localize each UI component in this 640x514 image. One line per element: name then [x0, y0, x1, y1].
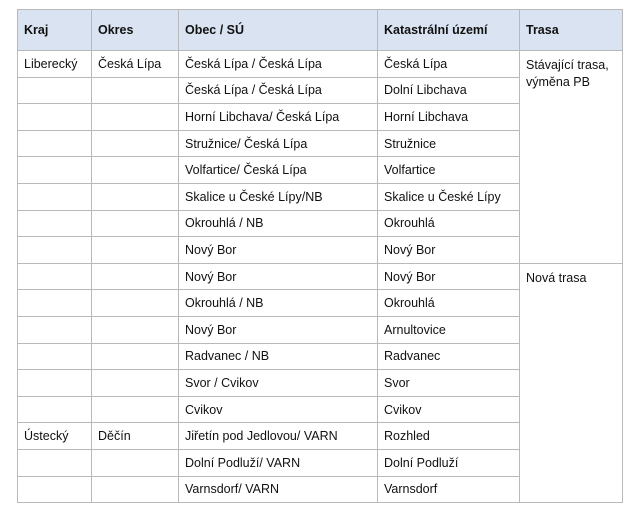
cell-obec: Okrouhlá / NB: [179, 290, 378, 317]
cell-obec: Okrouhlá / NB: [179, 210, 378, 237]
cell-okres: [92, 157, 179, 184]
cell-katastralni-uzemi: Volfartice: [378, 157, 520, 184]
cell-obec: Nový Bor: [179, 263, 378, 290]
cell-okres: Česká Lípa: [92, 51, 179, 78]
cell-okres: [92, 237, 179, 264]
cell-katastralni-uzemi: Stružnice: [378, 130, 520, 157]
cell-okres: [92, 77, 179, 104]
cell-katastralni-uzemi: Česká Lípa: [378, 51, 520, 78]
cell-obec: Volfartice/ Česká Lípa: [179, 157, 378, 184]
cell-obec: Jiřetín pod Jedlovou/ VARN: [179, 423, 378, 450]
cell-kraj: [18, 396, 92, 423]
cell-katastralni-uzemi: Varnsdorf: [378, 476, 520, 503]
cell-katastralni-uzemi: Radvanec: [378, 343, 520, 370]
cell-obec: Dolní Podluží/ VARN: [179, 449, 378, 476]
cell-kraj: [18, 210, 92, 237]
cell-okres: [92, 210, 179, 237]
cell-okres: [92, 290, 179, 317]
cell-okres: Děčín: [92, 423, 179, 450]
cell-kraj: [18, 130, 92, 157]
cell-obec: Stružnice/ Česká Lípa: [179, 130, 378, 157]
cell-okres: [92, 183, 179, 210]
cell-kraj: [18, 157, 92, 184]
cell-katastralni-uzemi: Rozhled: [378, 423, 520, 450]
cell-obec: Česká Lípa / Česká Lípa: [179, 51, 378, 78]
cell-kraj: [18, 290, 92, 317]
cell-obec: Skalice u České Lípy/NB: [179, 183, 378, 210]
header-okres: Okres: [92, 10, 179, 51]
cell-trasa-stavajici: Stávající trasa, výměna PB: [520, 51, 623, 264]
cell-kraj: [18, 263, 92, 290]
cell-obec: Cvikov: [179, 396, 378, 423]
cell-okres: [92, 370, 179, 397]
table-row: [18, 51, 623, 78]
cell-katastralni-uzemi: Arnultovice: [378, 316, 520, 343]
cell-katastralni-uzemi: Okrouhlá: [378, 290, 520, 317]
cell-obec: Horní Libchava/ Česká Lípa: [179, 104, 378, 131]
cell-kraj: Ústecký: [18, 423, 92, 450]
cell-katastralni-uzemi: Dolní Libchava: [378, 77, 520, 104]
cell-okres: [92, 343, 179, 370]
cell-katastralni-uzemi: Horní Libchava: [378, 104, 520, 131]
cell-obec: Nový Bor: [179, 316, 378, 343]
cell-trasa-nova: Nová trasa: [520, 263, 623, 502]
cell-obec: Česká Lípa / Česká Lípa: [179, 77, 378, 104]
cell-katastralni-uzemi: Nový Bor: [378, 263, 520, 290]
cell-kraj: [18, 183, 92, 210]
cell-okres: [92, 449, 179, 476]
cell-kraj: [18, 104, 92, 131]
cell-kraj: [18, 370, 92, 397]
cell-okres: [92, 130, 179, 157]
cell-katastralni-uzemi: Dolní Podluží: [378, 449, 520, 476]
cell-okres: [92, 104, 179, 131]
header-row: [18, 10, 623, 51]
cell-katastralni-uzemi: Cvikov: [378, 396, 520, 423]
cell-kraj: [18, 476, 92, 503]
route-table: [17, 9, 623, 503]
cell-kraj: Liberecký: [18, 51, 92, 78]
cell-katastralni-uzemi: Okrouhlá: [378, 210, 520, 237]
cell-obec: Varnsdorf/ VARN: [179, 476, 378, 503]
cell-okres: [92, 316, 179, 343]
cell-obec: Radvanec / NB: [179, 343, 378, 370]
cell-okres: [92, 263, 179, 290]
cell-okres: [92, 476, 179, 503]
cell-kraj: [18, 449, 92, 476]
cell-katastralni-uzemi: Nový Bor: [378, 237, 520, 264]
cell-obec: Nový Bor: [179, 237, 378, 264]
cell-obec: Svor / Cvikov: [179, 370, 378, 397]
cell-kraj: [18, 77, 92, 104]
header-trasa: Trasa: [520, 10, 623, 51]
cell-kraj: [18, 316, 92, 343]
cell-kraj: [18, 343, 92, 370]
header-obec: Obec / SÚ: [179, 10, 378, 51]
cell-okres: [92, 396, 179, 423]
header-kraj: Kraj: [18, 10, 92, 51]
table-row: [18, 263, 623, 290]
header-katastralni-uzemi: Katastrální území: [378, 10, 520, 51]
cell-katastralni-uzemi: Skalice u České Lípy: [378, 183, 520, 210]
cell-kraj: [18, 237, 92, 264]
cell-katastralni-uzemi: Svor: [378, 370, 520, 397]
